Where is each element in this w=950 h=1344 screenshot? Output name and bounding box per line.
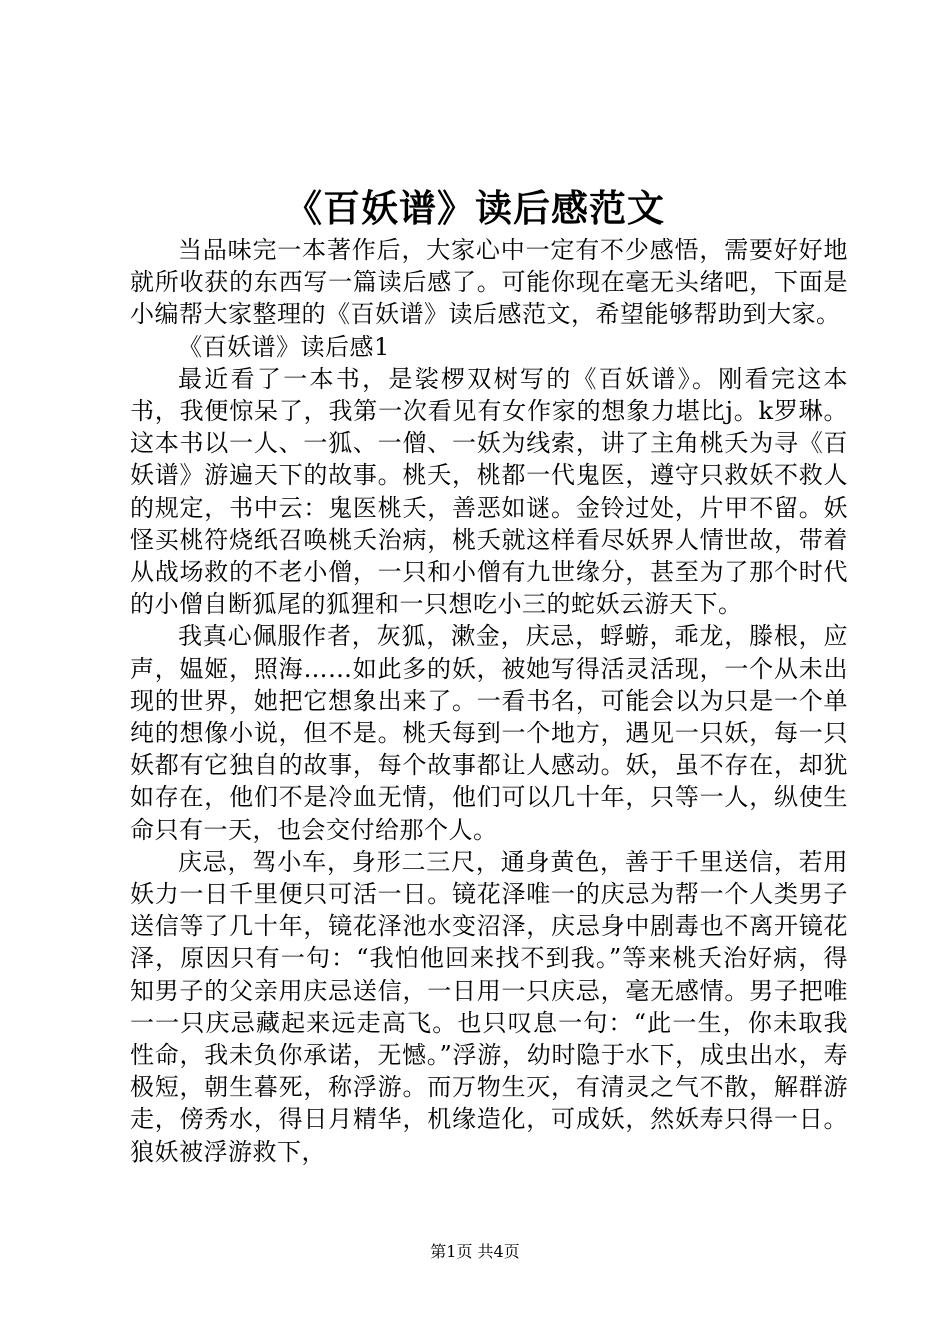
document-body (130, 234, 848, 1168)
body-paragraph: 我真心佩服作者，灰狐，漱金，庆忌，蜉蝣，乖龙，滕根，应声，媪姬，照海……如此多的妖，被她写得活灵活现，一个从未出现的世界，她把它想象出来了。一看书名，可能会以为只是一个单纯的想像小说，但不是。桃夭每到一个地方，遇见一只妖，每一只妖都有它独自的故事，每个故事都让人感动。妖，虽不存在，却犹如存在，他们不是冷血无情，他们可以几十年，只等一人，纵使生命只有一天，也会交付给那个人。 (130, 622, 848, 844)
intro-paragraph: 当品味完一本著作后，大家心中一定有不少感悟，需要好好地就所收获的东西写一篇读后感了。可能你现在毫无头绪吧，下面是小编帮大家整理的《百妖谱》读后感范文，希望能够帮助到大家。 (130, 236, 848, 329)
document-title: 《百妖谱》读后感范文 (285, 186, 665, 230)
section-heading: 《百妖谱》读后感1 (178, 332, 390, 361)
body-paragraph: 庆忌，驾小车，身形二三尺，通身黄色，善于千里送信，若用妖力一日千里便只可活一日。镜花泽唯一的庆忌为帮一个人类男子送信等了几十年，镜花泽池水变沼泽，庆忌身中剧毒也不离开镜花泽，原因只有一句：“我怕他回来找不到我。”等来桃夭治好病，得知男子的父亲用庆忌送信，一日用一只庆忌，毫无感情。男子把唯一一只庆忌藏起来远走高飞。也只叹息一句：“此一生，你未取我性命，我未负你承诺，无憾。”浮游，幼时隐于水下，成虫出水，寿极短，朝生暮死，称浮游。而万物生灭，有清灵之气不散，解群游走，傍秀水，得日月精华，机缘造化，可成妖，然妖寿只得一日。狼妖被浮游救下， (130, 847, 848, 1166)
body-paragraph: 最近看了一本书，是裟椤双树写的《百妖谱》。刚看完这本书，我便惊呆了，我第一次看见有女作家的想象力堪比j。k罗琳。这本书以一人、一狐、一僧、一妖为线索，讲了主角桃夭为寻《百妖谱》游遍天下的故事。桃夭，桃都一代鬼医，遵守只救妖不救人的规定，书中云：鬼医桃夭，善恶如谜。金铃过处，片甲不留。妖怪买桃符烧纸召唤桃夭治病，桃夭就这样看尽妖界人情世故，带着从战场救的不老小僧，一只和小僧有九世缘分，甚至为了那个时代的小僧自断狐尾的狐狸和一只想吃小三的蛇妖云游天下。 (130, 364, 848, 619)
page-footer: 第1页 共4页 (430, 1242, 520, 1261)
